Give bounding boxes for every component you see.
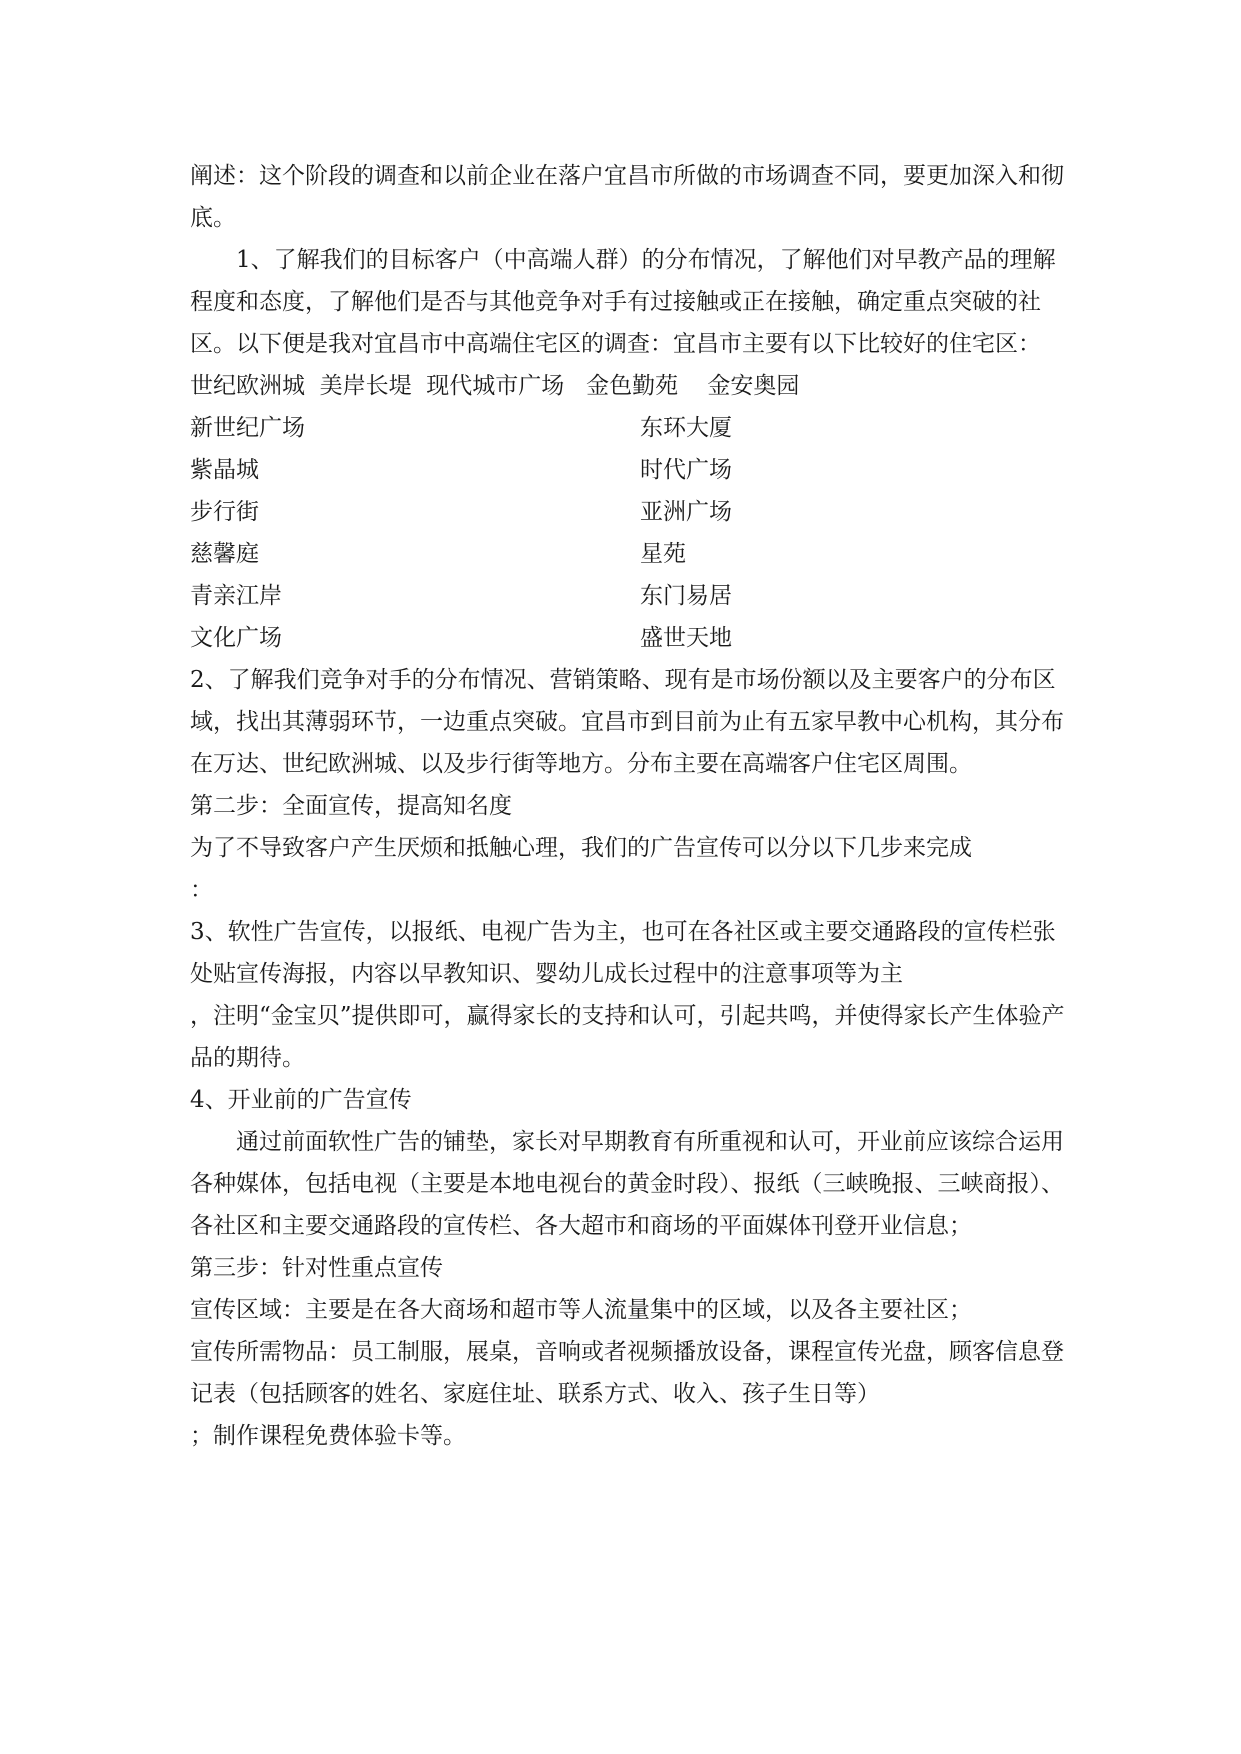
item-4-heading: 4、开业前的广告宣传 <box>190 1087 412 1113</box>
table-row <box>190 617 1070 659</box>
estate-name: 盛世天地 <box>640 625 732 651</box>
estate-name: 青亲江岸 <box>190 583 282 609</box>
estate-name: 步行街 <box>190 499 259 525</box>
estate-name: 东环大厦 <box>640 415 732 441</box>
item-2-paragraph: 2、了解我们竞争对手的分布情况、营销策略、现有是市场份额以及主要客户的分布区域，找出其薄弱环节，一边重点突破。宜昌市到目前为止有五家早教中心机构，其分布在万达、世纪欧洲城、以及步行街等地方。分布主要在高端客户住宅区周围。 <box>190 667 1064 777</box>
step-2-heading: 第二步：全面宣传，提高知名度 <box>190 793 512 819</box>
estate-name: 新世纪广场 <box>190 415 305 441</box>
estate-name: 亚洲广场 <box>640 499 732 525</box>
table-row <box>190 449 1070 491</box>
item-3-continuation: ，注明“金宝贝”提供即可，赢得家长的支持和认可，引起共鸣，并使得家长产生体验产品的期待。 <box>190 1003 1065 1071</box>
promotion-area-paragraph: 宣传区域：主要是在各大商场和超市等人流量集中的区域，以及各主要社区； <box>190 1297 972 1323</box>
step-2-intro-line: 为了不导致客户产生厌烦和抵触心理，我们的广告宣传可以分以下几步来完成 <box>190 835 972 861</box>
estate-name: 慈馨庭 <box>190 541 259 567</box>
estates-row: 世纪欧洲城 美岸长堤 现代城市广场 金色勤苑 金安奥园 <box>190 373 800 399</box>
estates-table <box>190 407 1070 659</box>
table-row <box>190 491 1070 533</box>
estate-name: 文化广场 <box>190 625 282 651</box>
intro-paragraph: 阐述：这个阶段的调查和以前企业在落户宜昌市所做的市场调查不同，要更加深入和彻底。 <box>190 163 1064 231</box>
estate-name: 星苑 <box>640 541 686 567</box>
item-4-paragraph: 通过前面软性广告的铺垫，家长对早期教育有所重视和认可，开业前应该综合运用各种媒体，包括电视（主要是本地电视台的黄金时段）、报纸（三峡晚报、三峡商报）、各社区和主要交通路段的宣传栏、各大超市和商场的平面媒体刊登开业信息； <box>190 1129 1064 1239</box>
promotion-items-continuation: ；制作课程免费体验卡等。 <box>190 1423 466 1449</box>
estate-name: 时代广场 <box>640 457 732 483</box>
table-row <box>190 407 1070 449</box>
step-3-heading: 第三步：针对性重点宣传 <box>190 1255 443 1281</box>
step-2-intro-colon: ： <box>190 877 213 903</box>
estate-name: 紫晶城 <box>190 457 259 483</box>
document-body <box>190 155 1070 1457</box>
promotion-items-paragraph: 宣传所需物品：员工制服，展桌，音响或者视频播放设备，课程宣传光盘，顾客信息登记表（包括顾客的姓名、家庭住址、联系方式、收入、孩子生日等） <box>190 1339 1064 1407</box>
item-3-paragraph: 3、软性广告宣传，以报纸、电视广告为主，也可在各社区或主要交通路段的宣传栏张处贴宣传海报，内容以早教知识、婴幼儿成长过程中的注意事项等为主 <box>190 919 1056 987</box>
estate-name: 东门易居 <box>640 583 732 609</box>
table-row <box>190 575 1070 617</box>
item-1-paragraph: 1、了解我们的目标客户（中高端人群）的分布情况，了解他们对早教产品的理解程度和态度，了解他们是否与其他竞争对手有过接触或正在接触，确定重点突破的社区。以下便是我对宜昌市中高端住宅区的调查：宜昌市主要有以下比较好的住宅区： <box>190 247 1056 357</box>
table-row <box>190 533 1070 575</box>
